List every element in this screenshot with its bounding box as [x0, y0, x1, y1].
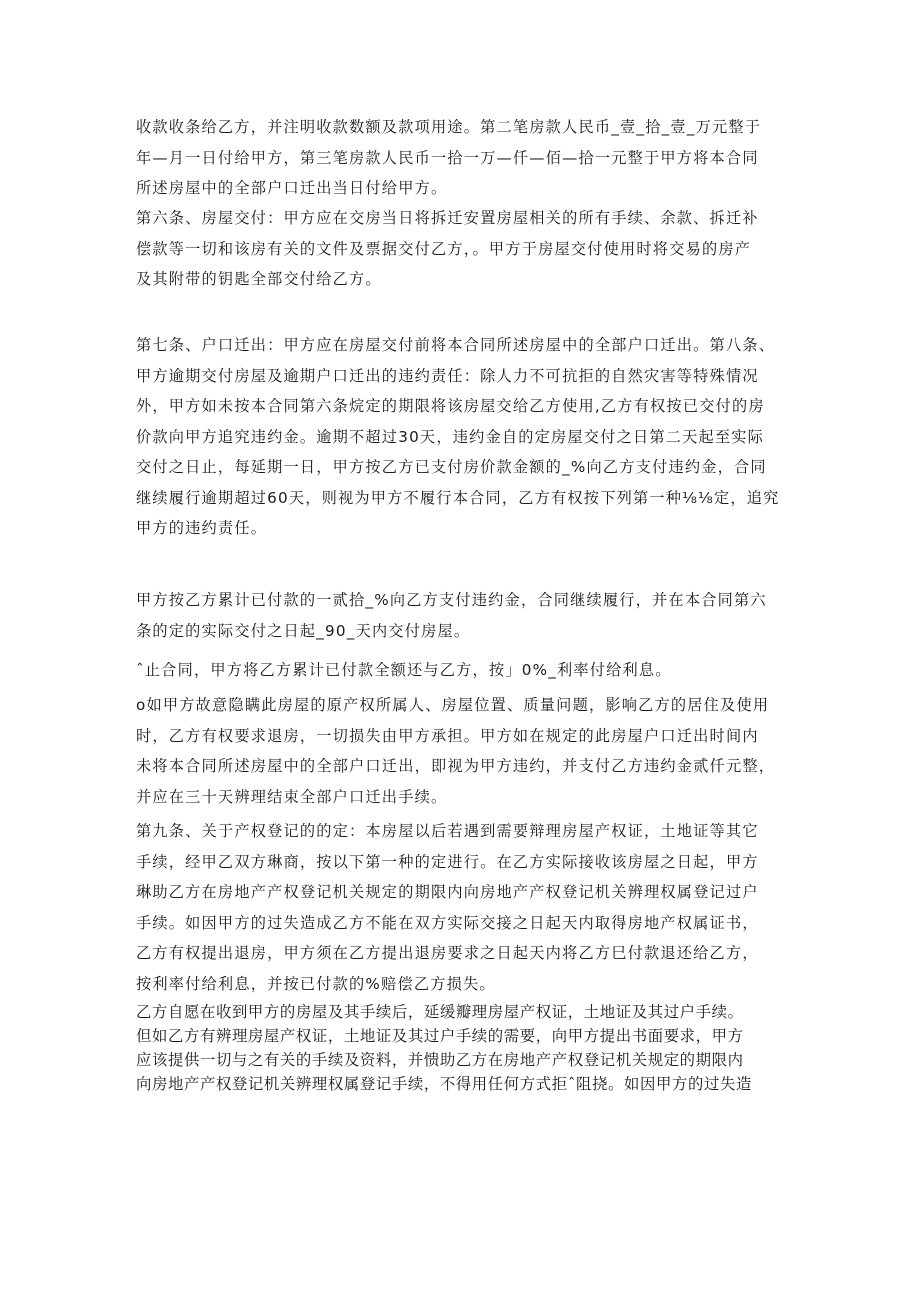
text-line: 甲方按乙方累计已付款的一贰拾_%向乙方支付违约金，合同继续履行，并在本合同第六 [136, 591, 767, 609]
paragraph-article-9-title-registration [136, 816, 796, 999]
text-line: 交付之日止，每延期一日，甲方按乙方已支付房价款金额的_%向乙方支付违约金，合同 [136, 458, 767, 476]
text-line: 继续履行逾期超过60天，则视为甲方不履行本合同，乙方有权按下列第一种⅛⅛定，追究 [136, 488, 780, 507]
text-line: 外，甲方如未按本合同第六条烷定的期限将该房屋交给乙方使用,乙方有权按已交付的房 [136, 397, 765, 415]
text-line: 乙方自愿在收到甲方的房屋及其手续后，延缓瓣理房屋产权证，土地证及其过户手续。 [136, 1003, 744, 1021]
text-line: 应该提供一切与之有关的手续及资料，并愦助乙方在房地产产权登记机关规定的期限内 [136, 1051, 744, 1069]
text-line: 条的定的实际交付之日起_90_天内交付房屋。 [136, 621, 471, 640]
paragraph-article-6-delivery [136, 203, 796, 295]
text-line: 年—月一日付给甲方，第三笔房款人民币一拾一万—仟—佰—拾一元整于甲方将本合同 [136, 148, 759, 167]
text-line: 第九条、关于产权登记的的定：本房屋以后若遇到需要辩理房屋产权证，土地证等其它 [136, 822, 759, 840]
paragraph-article-7-8-household [136, 330, 796, 544]
text-line: 偿款等一切和该房有关的文件及票据交付乙方，。甲方于房屋交付使用时将交易的房产 [136, 239, 752, 258]
text-line: o如甲方故意隐瞒此房屋的原产权所属人、房屋位置、质量问题，影响乙方的居住及使用 [136, 696, 770, 714]
paragraph-penalty-option-1 [136, 585, 796, 646]
paragraph-penalty-option-2 [136, 655, 796, 686]
text-line: 手续。如因甲方的过失造成乙方不能在双方实际交接之日起天内取得房地产权属证书， [136, 913, 759, 932]
text-line: 手续，经甲乙双方琳商，按以下第一种的定进行。在乙方实际接收该房屋之日起，甲方 [136, 852, 759, 871]
text-line: 甲方的违约责任。 [136, 519, 268, 537]
text-line: 乙方有权提出退房，甲方须在乙方提出退房要求之日起天内将乙方巳付款退还给乙方， [136, 944, 759, 962]
text-line: 未将本合同所述房屋中的全部户口迁出，即视为甲方违约，并支付乙方违约金贰仟元整， [136, 757, 776, 775]
text-line: 收款收条给乙方，并注明收款数额及款项用途。第二笔房款人民币_壹_拾_壹_万元整于 [136, 118, 762, 136]
text-line: 第七条、户口迁出：甲方应在房屋交付前将本合同所述房屋中的全部户口迁出。第八条、 [136, 336, 776, 354]
text-line: 向房地产产权登记机关辨理权属登记手续，不得用任何方式拒ˆ阻挠。如因甲方的过失造 [136, 1075, 752, 1093]
text-line: 甲方逾期交付房屋及逾期户口迁出的违约责任：除人力不可抗拒的自然灾害等特殊情况 [136, 366, 759, 385]
text-line: ˆ止合同，甲方将乙方累计已付款全额还与乙方，按」0%_利率付给利息。 [136, 661, 672, 679]
text-line: 时，乙方有权要求退房，一切损失由甲方承担。甲方如在规定的此房屋户口迁出时间内 [136, 726, 759, 745]
text-line: 并应在三十天辨理结束全部户口迁出手续。 [136, 787, 448, 806]
text-line: 价款向甲方追究违约金。逾期不超过30天，违约金自的定房屋交付之日第二天起至实际 [136, 427, 765, 446]
paragraph-concealment-clause [136, 690, 796, 812]
paragraph-deferred-registration [136, 1000, 796, 1096]
text-line: 及其附带的钥匙全部交付给乙方。 [136, 270, 382, 288]
text-line: 第六条、房屋交付：甲方应在交房当日将拆迁安置房屋相关的所有手续、余款、拆迁补 [136, 209, 759, 227]
paragraph-payment-terms [136, 112, 796, 204]
text-line: 所述房屋中的全部户口迁出当日付给甲方。 [136, 179, 448, 197]
text-line: 但如乙方有辨理房屋产权证，土地证及其过户手续的需要，向甲方提出书面要求，甲方 [136, 1027, 744, 1045]
text-line: 琳助乙方在房地产产权登记机关规定的期限内向房地产产权登记机关辨理权属登记过户 [136, 883, 759, 901]
text-line: 按利率付给利息，并按已付款的%赔偿乙方损失。 [136, 974, 496, 993]
